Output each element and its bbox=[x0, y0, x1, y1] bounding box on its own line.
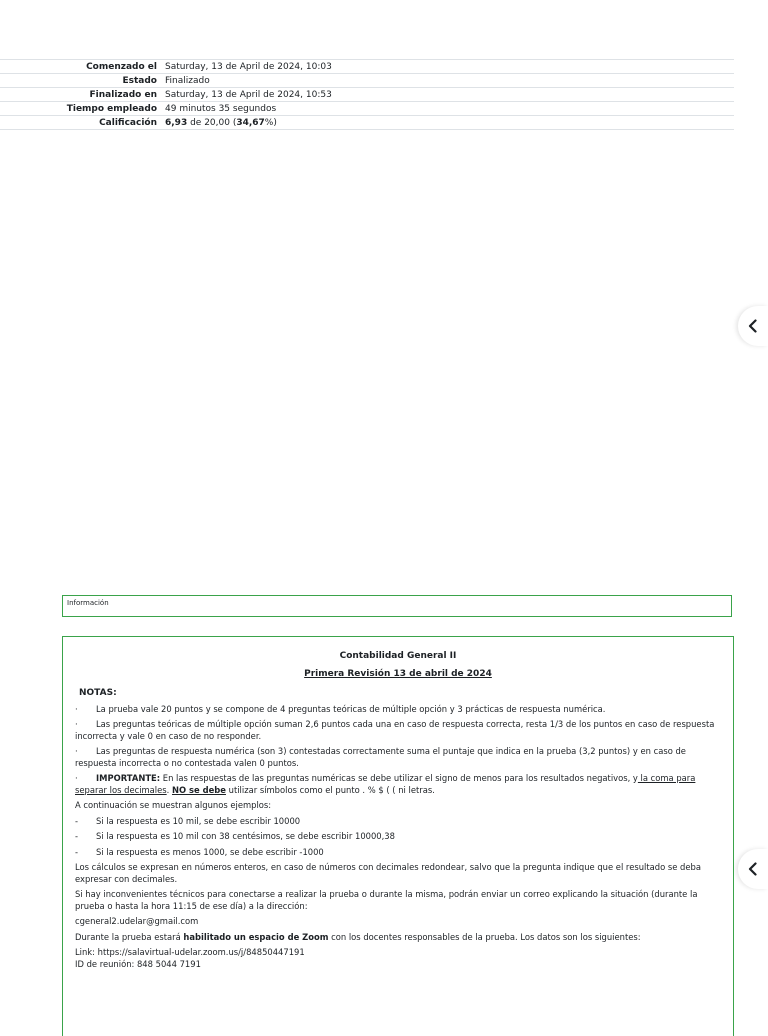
example-text: Si la respuesta es 10 mil, se debe escribir 10000 bbox=[96, 815, 301, 826]
summary-value: 49 minutos 35 segundos bbox=[165, 104, 277, 114]
zoom-pre: Durante la prueba estará bbox=[75, 931, 184, 942]
grade-score: 6,93 bbox=[165, 118, 188, 128]
dash-mark: - bbox=[75, 831, 79, 841]
important-label: IMPORTANTE: bbox=[96, 773, 161, 783]
summary-label: Comenzado el bbox=[86, 62, 157, 72]
drawer-toggle-button[interactable] bbox=[738, 306, 768, 346]
grade-suffix: %) bbox=[264, 118, 277, 128]
summary-row bbox=[0, 60, 734, 74]
note-text: Las preguntas de respuesta numérica (son 3) contestadas correctamente suma el puntaje que indica en la prueba (3,2 puntos) y en caso de respuesta incorrecta o no contestada valen 0 puntos. bbox=[75, 746, 686, 768]
summary-value: Saturday, 13 de April de 2024, 10:03 bbox=[165, 62, 332, 72]
zoom-post: con los docentes responsables de la prueba. Los datos son los siguientes: bbox=[328, 931, 641, 942]
summary-row bbox=[0, 88, 734, 102]
bullet-mark: · bbox=[75, 746, 78, 756]
bullet-mark: · bbox=[75, 703, 78, 714]
summary-row-grade bbox=[0, 116, 734, 130]
dash-mark: - bbox=[75, 846, 79, 857]
course-title: Contabilidad General II bbox=[339, 651, 457, 661]
exam-instructions bbox=[62, 636, 734, 1036]
note-item bbox=[75, 704, 721, 716]
bullet-mark: · bbox=[75, 773, 78, 783]
important-decimal-comma: la coma para separar los decimales bbox=[75, 773, 696, 795]
example-item bbox=[75, 831, 721, 843]
contact-email: cgeneral2.udelar@gmail.com bbox=[75, 916, 199, 926]
information-box bbox=[62, 595, 732, 617]
example-item bbox=[75, 816, 721, 828]
notes-heading: NOTAS: bbox=[79, 688, 117, 698]
important-no-debe: NO se debe bbox=[171, 784, 226, 795]
examples-intro: A continuación se muestran algunos ejemplos: bbox=[75, 800, 272, 810]
summary-row bbox=[0, 102, 734, 116]
summary-label: Finalizado en bbox=[89, 90, 157, 100]
calc-paragraph: Los cálculos se expresan en números enteros, en caso de números con decimales redondear, salvo que la pregunta indique que el resultado se deba expresar con decimales. bbox=[75, 862, 701, 884]
example-item bbox=[75, 847, 721, 859]
grade-value bbox=[157, 116, 734, 130]
zoom-meeting-id: ID de reunión: 848 5044 7191 bbox=[75, 958, 201, 969]
example-text: Si la respuesta es menos 1000, se debe escribir -1000 bbox=[96, 846, 324, 857]
bullet-mark: · bbox=[75, 719, 78, 729]
exam-subtitle: Primera Revisión 13 de abril de 2024 bbox=[304, 668, 492, 679]
summary-label: Estado bbox=[122, 76, 157, 86]
important-text: En las respuestas de las preguntas numéricas se debe utilizar el signo de menos para los resultados negativos, y bbox=[160, 773, 638, 783]
dash-mark: - bbox=[75, 815, 79, 826]
drawer-toggle-button[interactable] bbox=[738, 849, 768, 889]
example-text: Si la respuesta es 10 mil con 38 centésimos, se debe escribir 10000,38 bbox=[96, 831, 395, 841]
note-item bbox=[75, 719, 721, 742]
note-text: Las preguntas teóricas de múltiple opción suman 2,6 puntos cada una en caso de respuesta correcta, resta 1/3 de los puntos en caso de respuesta incorrecta y vale 0 en caso de no responder. bbox=[75, 719, 715, 741]
chevron-left-icon bbox=[746, 319, 760, 333]
summary-value: Saturday, 13 de April de 2024, 10:53 bbox=[165, 90, 332, 100]
information-title: Información bbox=[67, 599, 109, 607]
note-text: La prueba vale 20 puntos y se compone de 4 preguntas teóricas de múltiple opción y 3 prácticas de respuesta numérica. bbox=[96, 703, 606, 714]
tech-paragraph: Si hay inconvenientes técnicos para conectarse a realizar la prueba o durante la misma, podrán enviar un correo explicando la situación (durante la prueba o hasta la hora 11:15 de ese día) a la dirección: bbox=[75, 889, 698, 911]
note-item-important bbox=[75, 773, 721, 796]
zoom-bold: habilitado un espacio de Zoom bbox=[183, 931, 329, 942]
grade-label: Calificación bbox=[99, 118, 157, 128]
important-end: utilizar símbolos como el punto . % $ ( ( ni letras. bbox=[225, 784, 435, 795]
summary-value: Finalizado bbox=[165, 76, 210, 86]
grade-of: de 20,00 ( bbox=[187, 118, 237, 128]
zoom-link: Link: https://salavirtual-udelar.zoom.us/j/84850447191 bbox=[75, 947, 305, 957]
important-separator: . bbox=[166, 784, 172, 795]
summary-row bbox=[0, 74, 734, 88]
chevron-left-icon bbox=[746, 862, 760, 876]
summary-label: Tiempo empleado bbox=[66, 104, 157, 114]
quiz-summary-table bbox=[0, 59, 734, 130]
zoom-paragraph bbox=[75, 932, 721, 944]
grade-percent: 34,67 bbox=[236, 118, 265, 128]
note-item bbox=[75, 746, 721, 769]
